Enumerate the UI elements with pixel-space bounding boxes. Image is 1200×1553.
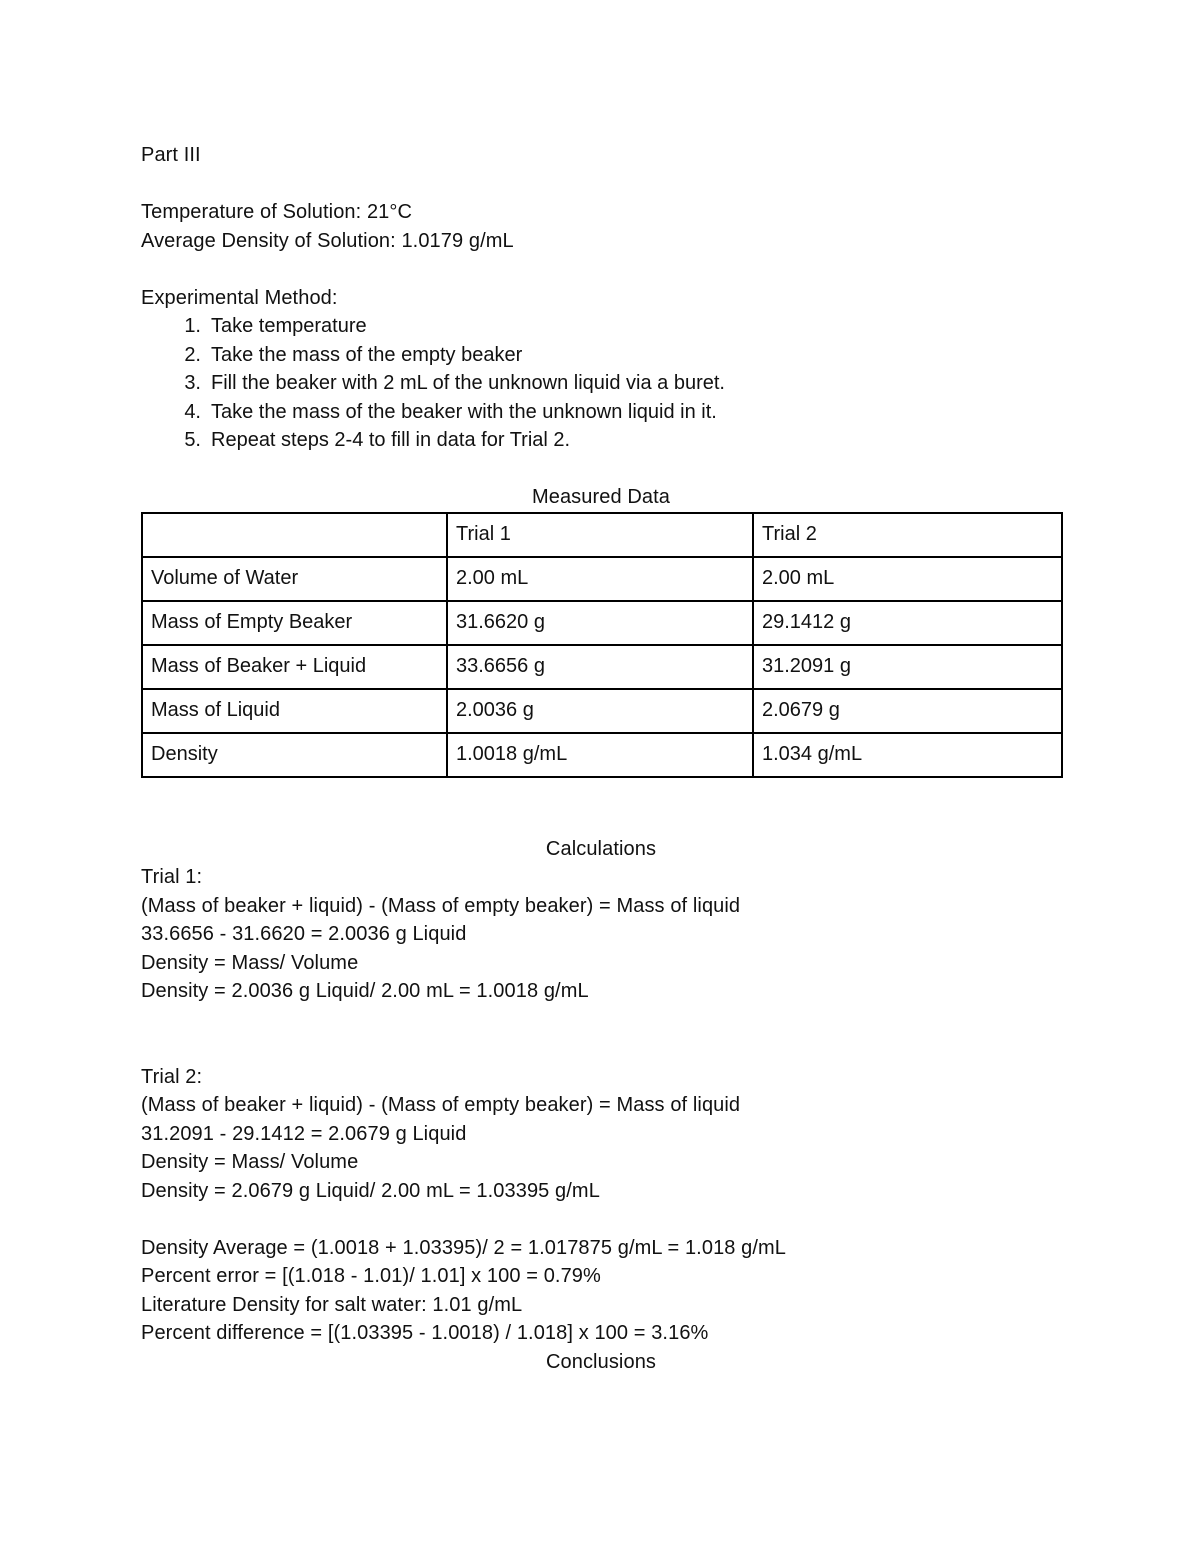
spacer bbox=[141, 455, 1061, 484]
table-cell: 2.00 mL bbox=[753, 557, 1062, 601]
spacer bbox=[141, 170, 1061, 199]
table-cell: Mass of Empty Beaker bbox=[142, 601, 447, 645]
table-cell: Volume of Water bbox=[142, 557, 447, 601]
method-step bbox=[141, 341, 1061, 370]
method-step bbox=[141, 398, 1061, 427]
step-text: Repeat steps 2-4 to fill in data for Trial 2. bbox=[211, 429, 571, 451]
method-step bbox=[141, 426, 1061, 455]
summary-line: Percent difference = [(1.03395 - 1.0018) / 1.018] x 100 = 3.16% bbox=[141, 1322, 709, 1344]
calc-line: Trial 1: bbox=[141, 866, 203, 888]
table-row bbox=[142, 733, 1062, 777]
summary-line: Percent error = [(1.018 - 1.01)/ 1.01] x 100 = 0.79% bbox=[141, 1265, 601, 1287]
calc-line: Trial 2: bbox=[141, 1065, 203, 1088]
calc-line: Density = Mass/ Volume bbox=[141, 1151, 359, 1173]
table-row bbox=[142, 689, 1062, 733]
average-density-line: Average Density of Solution: 1.0179 g/mL bbox=[141, 229, 514, 252]
measured-data-table bbox=[141, 512, 1063, 778]
table-cell: Mass of Liquid bbox=[142, 689, 447, 733]
calc-line: Density = 2.0679 g Liquid/ 2.00 mL = 1.03395 g/mL bbox=[141, 1179, 600, 1202]
table-cell: 1.0018 g/mL bbox=[447, 733, 753, 777]
table-cell: 2.00 mL bbox=[447, 557, 753, 601]
step-text: Take the mass of the empty beaker bbox=[211, 343, 523, 366]
step-number: 1. bbox=[184, 315, 201, 337]
table-header-cell: Trial 1 bbox=[447, 513, 753, 557]
calc-line: Density = 2.0036 g Liquid/ 2.00 mL = 1.0018 g/mL bbox=[141, 980, 589, 1002]
calc-line: Density = Mass/ Volume bbox=[141, 951, 359, 974]
table-cell: 1.034 g/mL bbox=[753, 733, 1062, 777]
table-row bbox=[142, 601, 1062, 645]
spacer bbox=[141, 1034, 1061, 1063]
table-cell: Density bbox=[142, 733, 447, 777]
table-cell: 2.0036 g bbox=[447, 689, 753, 733]
table-cell: 31.6620 g bbox=[447, 601, 753, 645]
table-row bbox=[142, 557, 1062, 601]
step-number: 5. bbox=[184, 429, 201, 451]
step-text: Take temperature bbox=[211, 315, 367, 337]
table-cell: Mass of Beaker + Liquid bbox=[142, 645, 447, 689]
spacer bbox=[141, 255, 1061, 284]
step-number: 3. bbox=[184, 372, 201, 394]
method-title: Experimental Method: bbox=[141, 286, 338, 309]
conclusions-title: Conclusions bbox=[545, 1350, 657, 1373]
table-title: Measured Data bbox=[531, 486, 671, 508]
spacer bbox=[141, 1006, 1061, 1035]
step-text: Take the mass of the beaker with the unknown liquid in it. bbox=[211, 400, 717, 423]
calculations-title: Calculations bbox=[545, 837, 657, 860]
step-number: 4. bbox=[184, 400, 201, 423]
part-heading: Part III bbox=[141, 144, 201, 166]
calc-line: 33.6656 - 31.6620 = 2.0036 g Liquid bbox=[141, 923, 467, 945]
table-cell: 2.0679 g bbox=[753, 689, 1062, 733]
step-number: 2. bbox=[184, 343, 201, 366]
table-cell: 29.1412 g bbox=[753, 601, 1062, 645]
calc-line: (Mass of beaker + liquid) - (Mass of empty beaker) = Mass of liquid bbox=[141, 894, 741, 917]
table-cell: 33.6656 g bbox=[447, 645, 753, 689]
table-header-row bbox=[142, 513, 1062, 557]
method-steps-list bbox=[141, 312, 1061, 455]
document-content bbox=[141, 141, 1061, 1376]
step-text: Fill the beaker with 2 mL of the unknown liquid via a buret. bbox=[211, 372, 725, 394]
calc-line: 31.2091 - 29.1412 = 2.0679 g Liquid bbox=[141, 1122, 467, 1145]
spacer bbox=[141, 778, 1061, 807]
summary-line: Density Average = (1.0018 + 1.03395)/ 2 = 1.017875 g/mL = 1.018 g/mL bbox=[141, 1236, 787, 1259]
method-step bbox=[141, 312, 1061, 341]
table-header-cell: Trial 2 bbox=[753, 513, 1062, 557]
calc-line: (Mass of beaker + liquid) - (Mass of empty beaker) = Mass of liquid bbox=[141, 1094, 741, 1116]
table-cell: 31.2091 g bbox=[753, 645, 1062, 689]
spacer bbox=[141, 806, 1061, 835]
table-row bbox=[142, 645, 1062, 689]
temperature-line: Temperature of Solution: 21°C bbox=[141, 201, 413, 223]
table-header-cell bbox=[142, 513, 447, 557]
method-step bbox=[141, 369, 1061, 398]
spacer bbox=[141, 1205, 1061, 1234]
summary-line: Literature Density for salt water: 1.01 g/mL bbox=[141, 1293, 523, 1316]
